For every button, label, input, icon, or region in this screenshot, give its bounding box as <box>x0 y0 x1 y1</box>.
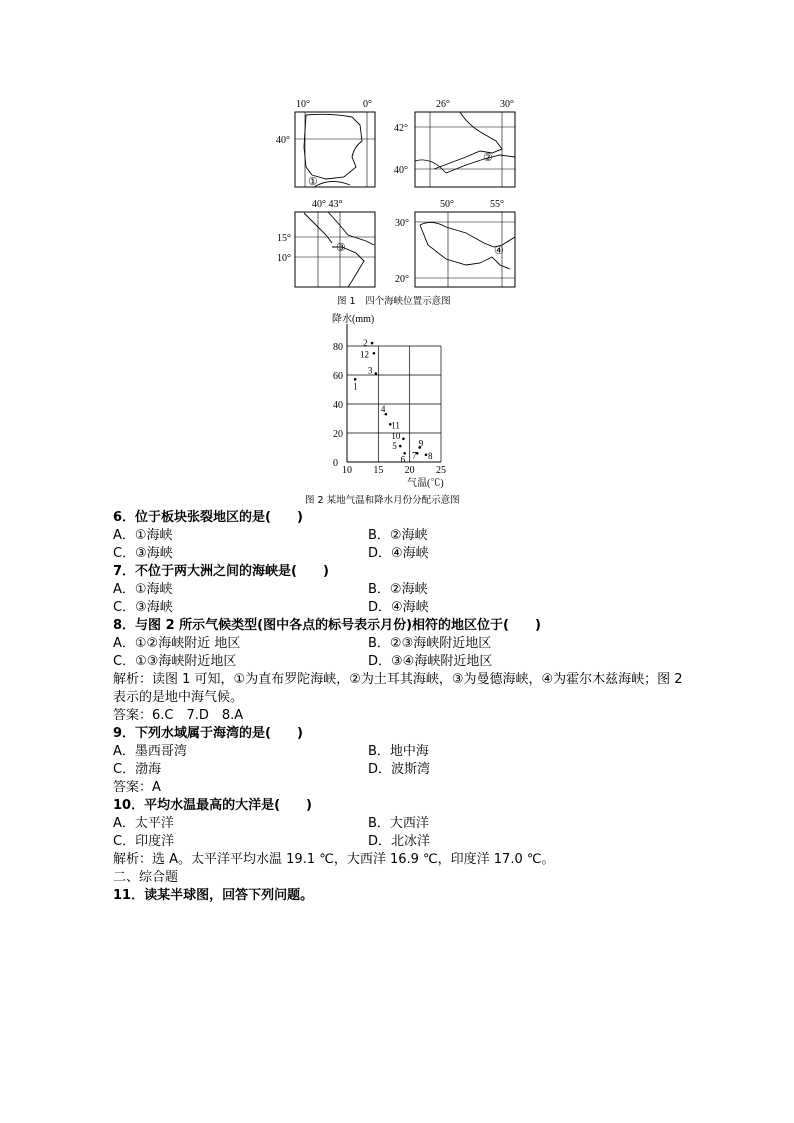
map4-lat-label-1: 30° <box>395 218 409 229</box>
map4-marker: ④ <box>494 245 504 257</box>
q6-stem: 6．位于板块张裂地区的是( ) <box>113 510 303 525</box>
chart-point-label-3: 3 <box>367 365 373 376</box>
analysis-10: 解析：选 A。太平洋平均水温 19.1 ℃，大西洋 16.9 ℃，印度洋 17.0 ℃。 <box>113 852 555 867</box>
chart-point-month-10 <box>402 438 405 441</box>
q8-stem: 8．与图 2 所示气候类型(图中各点的标号表示月份)相符的地区位于( ) <box>113 618 541 633</box>
chart-x-tick-label: 10 <box>342 465 352 476</box>
q6-option-c: C．③海峡 <box>113 546 173 561</box>
map2-lat-label-1: 42° <box>394 123 408 134</box>
map1-lat-label-1: 40° <box>276 135 290 146</box>
map3-lat-label-1: 15° <box>277 233 291 244</box>
chart-point-month-1 <box>354 378 357 381</box>
strait-map-4 <box>395 199 515 287</box>
chart-point-label-10: 10 <box>391 430 401 441</box>
q9-option-b: B．地中海 <box>368 744 429 759</box>
map2-marker: ② <box>483 152 493 164</box>
chart-y-tick-label: 0 <box>333 458 338 469</box>
chart-point-label-4: 4 <box>380 404 386 415</box>
map3-lat-label-2: 10° <box>277 253 291 264</box>
chart-x-tick-label: 15 <box>373 465 384 476</box>
q7-option-d: D．④海峡 <box>368 600 429 615</box>
chart-x-tick-label: 20 <box>404 465 415 476</box>
q10-option-c: C．印度洋 <box>113 834 175 849</box>
chart-point-label-5: 5 <box>392 441 397 452</box>
chart-point-label-12: 12 <box>359 349 369 360</box>
chart-point-label-1: 1 <box>353 381 358 392</box>
strait-map-1 <box>276 99 375 188</box>
figure2-chart <box>322 308 482 490</box>
map2-lon-label-1: 26° <box>436 99 450 110</box>
chart-y-tick-label: 60 <box>333 371 343 382</box>
q6-option-b: B．②海峡 <box>368 528 428 543</box>
chart-y-tick-label: 80 <box>333 342 343 353</box>
section-2-heading: 二、综合题 <box>113 870 179 885</box>
q7-option-b: B．②海峡 <box>368 582 428 597</box>
chart-x-tick-label: 25 <box>436 465 446 476</box>
figure1-maps <box>270 95 530 295</box>
answer-6-8: 答案：6.C 7.D 8.A <box>113 708 244 723</box>
chart-point-month-12 <box>373 352 376 355</box>
map2-lon-label-2: 30° <box>500 99 514 110</box>
chart-point-label-7: 7 <box>412 450 417 461</box>
chart-point-label-6: 6 <box>400 454 406 465</box>
chart-point-label-11: 11 <box>391 420 400 431</box>
q8-option-c: C．①③海峡附近地区 <box>113 654 237 669</box>
q7-option-a: A．①海峡 <box>113 582 173 597</box>
chart-point-label-8: 8 <box>427 450 433 461</box>
map1-lon-label-1: 10° <box>296 99 310 110</box>
q7-stem: 7．不位于两大洲之间的海峡是( ) <box>113 564 329 579</box>
map2-lat-label-2: 40° <box>394 165 408 176</box>
answer-9: 答案：A <box>113 780 161 795</box>
q9-option-d: D．波斯湾 <box>368 762 431 777</box>
chart-point-month-8 <box>425 453 428 456</box>
chart-point-month-2 <box>371 342 374 345</box>
chart-point-label-2: 2 <box>363 338 368 349</box>
figure2-caption: 图 2 某地气温和降水月份分配示意图 <box>305 495 460 506</box>
strait-map-2 <box>394 99 515 187</box>
analysis-6-8: 解析：读图 1 可知，①为直布罗陀海峡，②为土耳其海峡，③为曼德海峡，④为霍尔木兹海峡；图 2 表示的是地中海气候。 <box>113 672 683 705</box>
chart-y-tick-label: 20 <box>333 429 343 440</box>
map4-lon-label-1: 50° <box>440 199 454 210</box>
chart-point-month-3 <box>375 372 378 375</box>
q9-option-c: C．渤海 <box>113 762 162 777</box>
map3-lon-labels: 40° 43° <box>312 199 343 210</box>
q6-option-d: D．④海峡 <box>368 546 429 561</box>
q10-option-a: A．太平洋 <box>113 816 174 831</box>
q6-option-a: A．①海峡 <box>113 528 173 543</box>
strait-map-3 <box>277 199 375 287</box>
q9-option-a: A．墨西哥湾 <box>113 744 187 759</box>
q8-option-b: B．②③海峡附近地区 <box>368 636 492 651</box>
q7-option-c: C．③海峡 <box>113 600 173 615</box>
q10-stem: 10．平均水温最高的大洋是( ) <box>113 798 312 813</box>
map4-lat-label-2: 20° <box>395 274 409 285</box>
chart-point-label-9: 9 <box>418 438 424 449</box>
q8-option-d: D．③④海峡附近地区 <box>368 654 493 669</box>
q9-stem: 9．下列水域属于海湾的是( ) <box>113 726 303 741</box>
q11-stem: 11．读某半球图，回答下列问题。 <box>113 888 314 903</box>
q10-option-d: D．北冰洋 <box>368 834 431 849</box>
map1-lon-label-2: 0° <box>363 99 372 110</box>
q10-option-b: B．大西洋 <box>368 816 429 831</box>
chart-point-month-5 <box>399 445 402 448</box>
map1-marker: ① <box>308 176 318 188</box>
map4-lon-label-2: 55° <box>490 199 504 210</box>
map3-marker: ③ <box>336 242 346 254</box>
figure1-caption: 图 1 四个海峡位置示意图 <box>337 296 451 307</box>
q8-option-a: A．①②海峡附近 地区 <box>113 636 241 651</box>
chart-ylabel: 降水(mm) <box>332 314 375 325</box>
chart-y-tick-label: 40 <box>333 400 343 411</box>
chart-xlabel: 气温(℃) <box>407 478 444 489</box>
